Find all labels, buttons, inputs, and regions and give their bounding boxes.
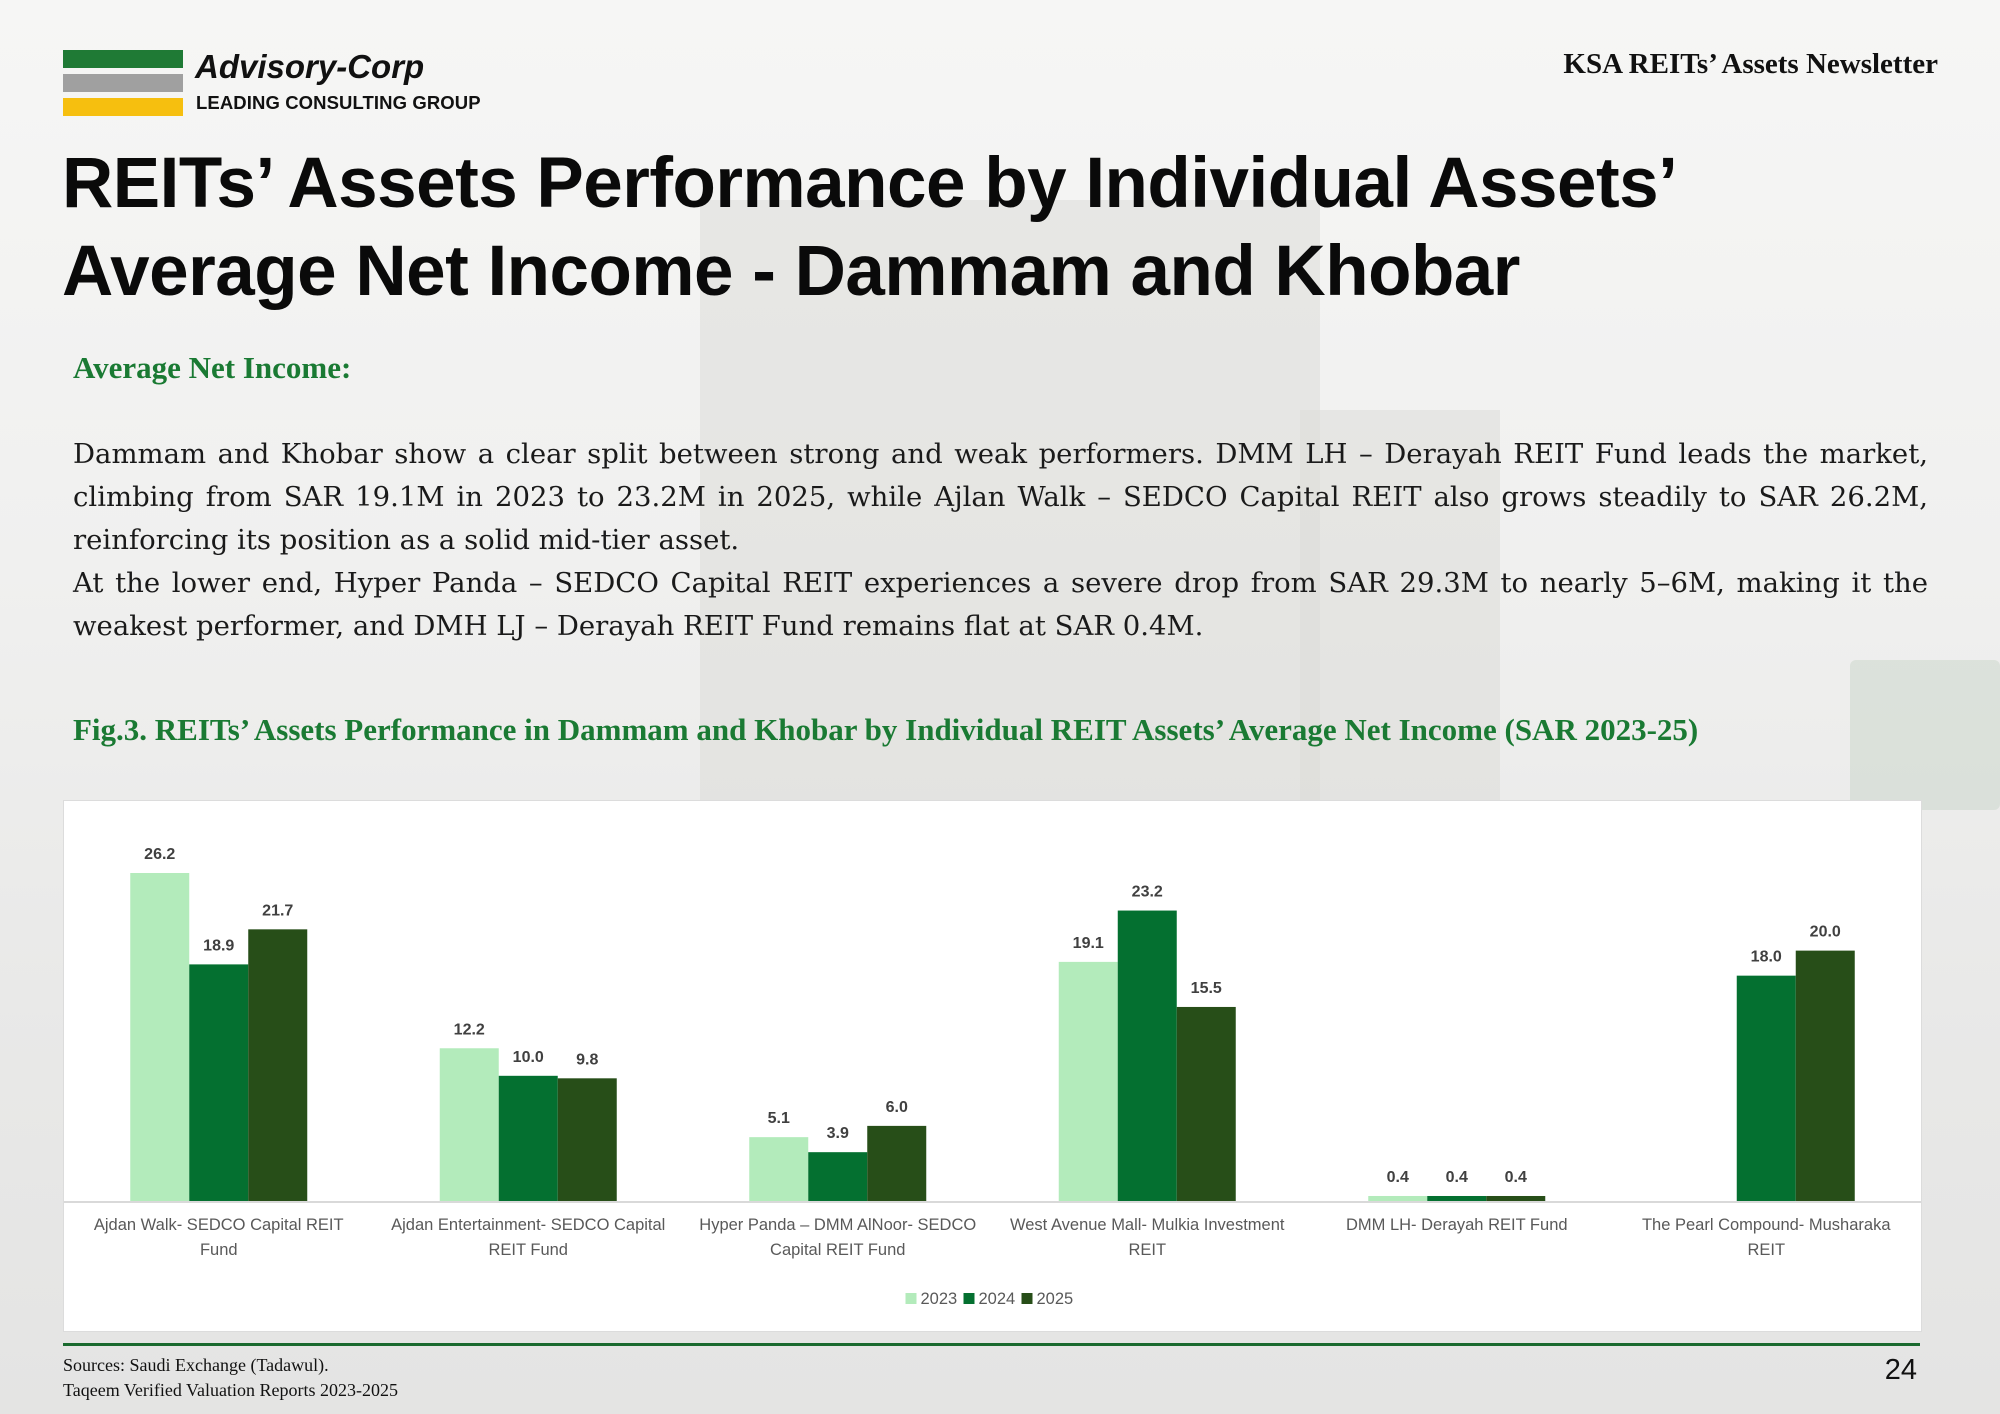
x-tick-label: Ajdan Walk- SEDCO Capital REIT <box>93 1216 344 1234</box>
x-tick-label: Fund <box>199 1241 238 1259</box>
logo-yellow-bar <box>63 98 183 116</box>
data-label: 12.2 <box>453 1021 485 1039</box>
bar-chart <box>64 801 1921 1331</box>
bar-2024 <box>1737 976 1796 1201</box>
data-label: 18.0 <box>1750 948 1782 966</box>
x-tick-label: West Avenue Mall- Mulkia Investment <box>1009 1216 1285 1234</box>
x-tick-label: REIT <box>1747 1241 1786 1259</box>
figure-caption: Fig.3. REITs’ Assets Performance in Dammam and Khobar by Individual REIT Assets’ Average Net Income (SAR 2023-25) <box>73 712 1699 747</box>
logo-gray-bar <box>63 74 183 92</box>
data-label: 19.1 <box>1072 934 1104 952</box>
sources-note <box>63 1353 398 1403</box>
data-label: 6.0 <box>885 1098 908 1116</box>
paragraph-1: Dammam and Khobar show a clear split between strong and weak performers. DMM LH – Derayah REIT Fund leads the market, climbing from SAR 19.1M in 2023 to 23.2M in 2025, while Ajlan Walk – SEDCO Capital REIT also grows steadily to SAR 26.2M, reinforcing its position as a solid mid-tier asset. <box>73 438 1928 556</box>
legend-label-2024: 2024 <box>978 1290 1016 1308</box>
x-tick-label: Ajdan Entertainment- SEDCO Capital <box>391 1216 666 1234</box>
bar-2024 <box>808 1152 867 1201</box>
data-label: 0.4 <box>1445 1168 1468 1186</box>
bar-2023 <box>1059 962 1118 1201</box>
legend-label-2023: 2023 <box>920 1290 958 1308</box>
data-label: 5.1 <box>767 1110 790 1128</box>
legend-swatch-2024 <box>964 1293 975 1304</box>
body-text <box>73 433 1928 648</box>
x-tick-label: DMM LH- Derayah REIT Fund <box>1345 1216 1568 1234</box>
bar-2024 <box>1427 1196 1486 1201</box>
x-tick-label: Capital REIT Fund <box>770 1241 906 1259</box>
page-title <box>62 140 1762 316</box>
bar-2023 <box>749 1137 808 1201</box>
sources-line-1: Sources: Saudi Exchange (Tadawul). <box>63 1355 329 1375</box>
x-tick-label: The Pearl Compound- Musharaka <box>1641 1216 1891 1234</box>
bar-2023 <box>1368 1196 1427 1201</box>
data-label: 26.2 <box>144 846 176 863</box>
bar-2025 <box>558 1078 617 1201</box>
newsletter-title: KSA REITs’ Assets Newsletter <box>1563 48 1938 80</box>
bar-2025 <box>1796 951 1855 1201</box>
background-road-sign <box>1850 660 2000 810</box>
bar-2024 <box>1118 911 1177 1201</box>
bar-2023 <box>130 873 189 1201</box>
company-logo <box>63 50 493 120</box>
bar-2025 <box>1177 1007 1236 1201</box>
bar-chart-panel <box>63 800 1922 1332</box>
logo-name: Advisory-Corp <box>195 48 425 85</box>
data-label: 15.5 <box>1190 979 1222 997</box>
legend-swatch-2023 <box>906 1293 917 1304</box>
data-label: 20.0 <box>1809 923 1841 941</box>
data-label: 23.2 <box>1131 883 1163 901</box>
bar-2025 <box>867 1126 926 1201</box>
footer-divider <box>63 1343 1920 1346</box>
page-title-line-1: REITs’ Assets Performance by Individual Assets’ <box>62 144 1678 223</box>
paragraph-2: At the lower end, Hyper Panda – SEDCO Capital REIT experiences a severe drop from SAR 29.3M to nearly 5–6M, making it the weakest performer, and DMH LJ – Derayah REIT Fund remains flat at SAR 0.4M. <box>73 567 1928 642</box>
page-title-line-2: Average Net Income - Dammam and Khobar <box>62 232 1520 311</box>
data-label: 18.9 <box>203 937 235 955</box>
legend-label-2025: 2025 <box>1036 1290 1074 1308</box>
data-label: 10.0 <box>512 1048 544 1066</box>
data-label: 0.4 <box>1504 1168 1527 1186</box>
bar-2024 <box>189 964 248 1201</box>
bar-2025 <box>1486 1196 1545 1201</box>
page-number: 24 <box>1884 1354 1917 1386</box>
bar-2025 <box>248 929 307 1201</box>
logo-green-bar <box>63 50 183 68</box>
data-label: 21.7 <box>262 902 294 920</box>
data-label: 3.9 <box>826 1125 849 1143</box>
x-tick-label: REIT <box>1128 1241 1167 1259</box>
data-label: 0.4 <box>1386 1168 1409 1186</box>
logo-tagline: LEADING CONSULTING GROUP <box>196 92 481 113</box>
bar-2023 <box>440 1048 499 1201</box>
section-heading: Average Net Income: <box>73 350 352 385</box>
bar-2024 <box>499 1076 558 1201</box>
data-label: 9.8 <box>576 1051 599 1069</box>
legend-swatch-2025 <box>1022 1293 1033 1304</box>
x-tick-label: REIT Fund <box>488 1241 568 1259</box>
sources-line-2: Taqeem Verified Valuation Reports 2023-2025 <box>63 1380 399 1400</box>
x-tick-label: Hyper Panda – DMM AlNoor- SEDCO <box>699 1216 977 1234</box>
